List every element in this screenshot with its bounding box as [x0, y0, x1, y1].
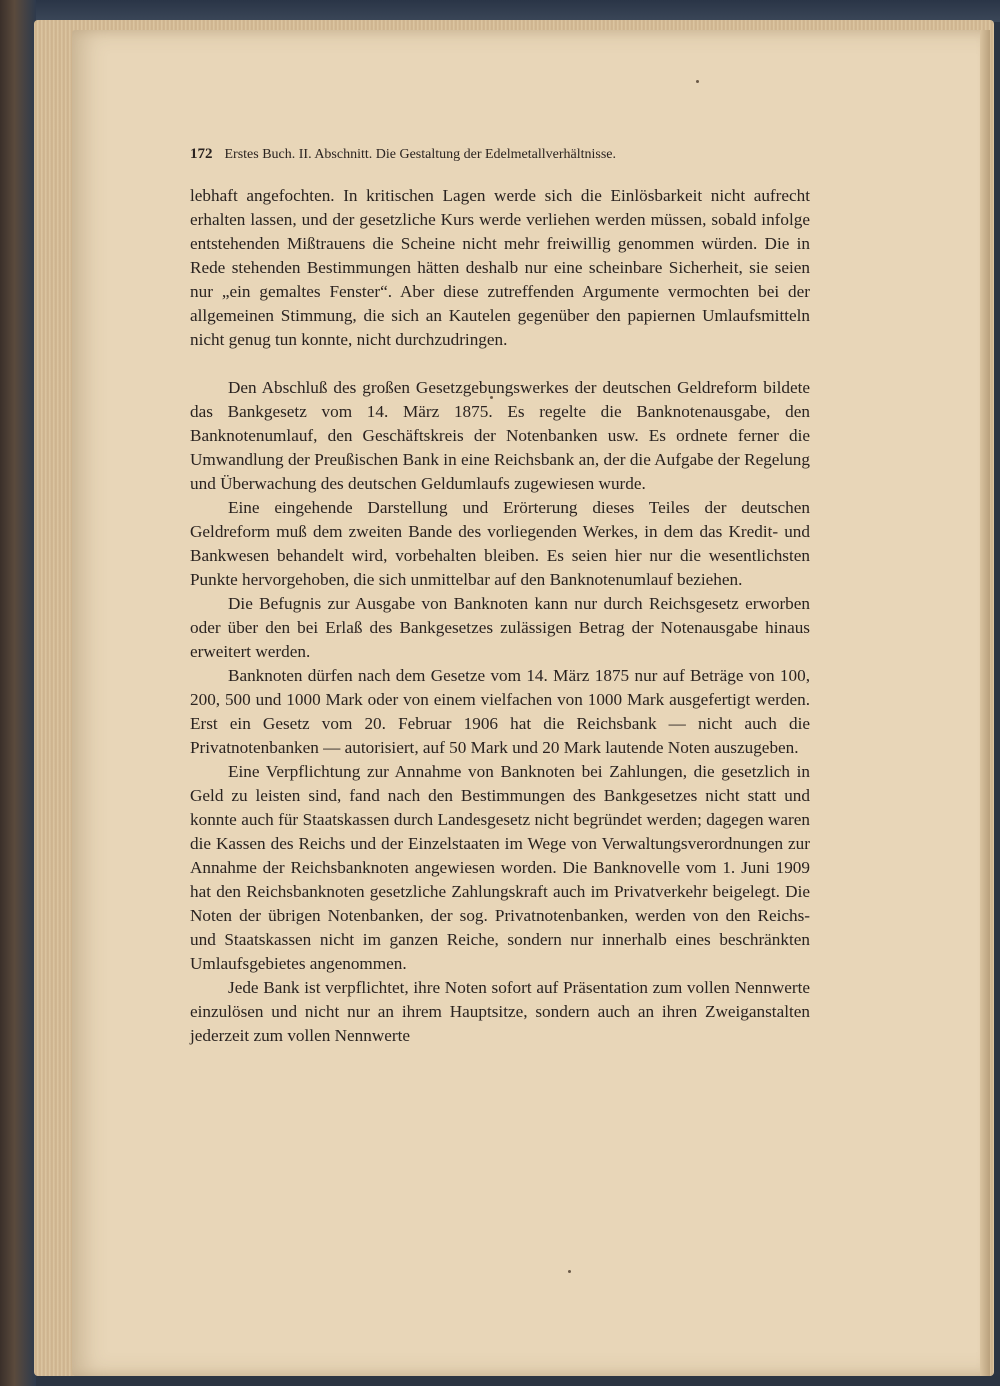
paragraph: Eine eingehende Darstellung und Erörterung dieses Teiles der deutschen Geldreform muß dem zweiten Bande des vorliegenden Werkes, in dem das Kredit- und Bankwesen behandelt wird, vorbehalten bleiben. Es seien hier nur die wesentlichsten Punkte hervorgehoben, die sich unmittelbar auf den Banknotenumlauf beziehen. — [190, 498, 810, 589]
body-text — [190, 184, 810, 1048]
book-cover-spine — [0, 0, 36, 1386]
paper-speck — [568, 1270, 571, 1273]
page-number: 172 — [190, 146, 213, 162]
paragraph: Jede Bank ist verpflichtet, ihre Noten sofort auf Präsentation zum vollen Nennwerte einzulösen und nicht nur an ihrem Hauptsitze, sondern auch an ihren Zweiganstalten jederzeit zum vollen Nennwerte — [190, 978, 810, 1045]
running-title: Erstes Buch. II. Abschnitt. Die Gestaltung der Edelmetallverhältnisse. — [224, 147, 617, 162]
paragraph: Banknoten dürfen nach dem Gesetze vom 14. März 1875 nur auf Beträge von 100, 200, 500 und 1000 Mark oder von einem vielfachen von 1000 Mark ausgefertigt werden. Erst ein Gesetz vom 20. Februar 1906 hat die Reichsbank — nicht auch die Privatnotenbanken — autorisiert, auf 50 Mark und 20 Mark lautende Noten auszugeben. — [190, 666, 810, 757]
page-right-edge — [980, 30, 990, 1376]
paragraph: lebhaft angefochten. In kritischen Lagen werde sich die Einlösbarkeit nicht aufrecht erhalten lassen, und der gesetzliche Kurs werde verliehen werden müssen, sobald infolge entstehenden Mißtrauens die Scheine nicht mehr freiwillig genommen würden. Die in Rede stehenden Bestimmungen hätten deshalb nur eine scheinbare Sicherheit, sie seien nur „ein gemaltes Fenster“. Aber diese zutreffenden Argumente vermochten bei der allgemeinen Stimmung, die sich an Kautelen gegenüber den papiernen Umlaufsmitteln nicht genug tun konnte, nicht durchzudringen. — [190, 186, 810, 349]
running-header — [190, 146, 890, 163]
paper-speck — [696, 80, 699, 83]
book-cover-top — [0, 0, 1000, 22]
paragraph: Eine Verpflichtung zur Annahme von Banknoten bei Zahlungen, die gesetzlich in Geld zu leisten sind, fand nach den Bestimmungen des Bankgesetzes nicht statt und konnte auch für Staatskassen durch Landesgesetz nicht begründet werden; dagegen waren die Kassen des Reichs und der Einzelstaaten im Wege von Verwaltungsverordnungen zur Annahme der Reichsbanknoten angewiesen worden. Die Banknovelle vom 1. Juni 1909 hat den Reichsbanknoten gesetzliche Zahlungskraft auch im Privatverkehr beigelegt. Die Noten der übrigen Notenbanken, der sog. Privatnotenbanken, werden von den Reichs- und Staatskassen nicht im ganzen Reiche, sondern nur innerhalb eines beschränkten Umlaufsgebietes angenommen. — [190, 762, 810, 973]
paragraph: Den Abschluß des großen Gesetzgebungswerkes der deutschen Geldreform bildete das Bankgesetz vom 14. März 1875. Es regelte die Banknotenausgabe, den Banknotenumlauf, den Geschäftskreis der Notenbanken usw. Es ordnete ferner die Umwandlung der Preußischen Bank in eine Reichsbank an, der die Aufgabe der Regelung und Überwachung des deutschen Geldumlaufs zugewiesen wurde. — [190, 378, 810, 493]
paragraph: Die Befugnis zur Ausgabe von Banknoten kann nur durch Reichsgesetz erworben oder über den bei Erlaß des Bankgesetzes zulässigen Betrag der Notenausgabe hinaus erweitert werden. — [190, 594, 810, 661]
